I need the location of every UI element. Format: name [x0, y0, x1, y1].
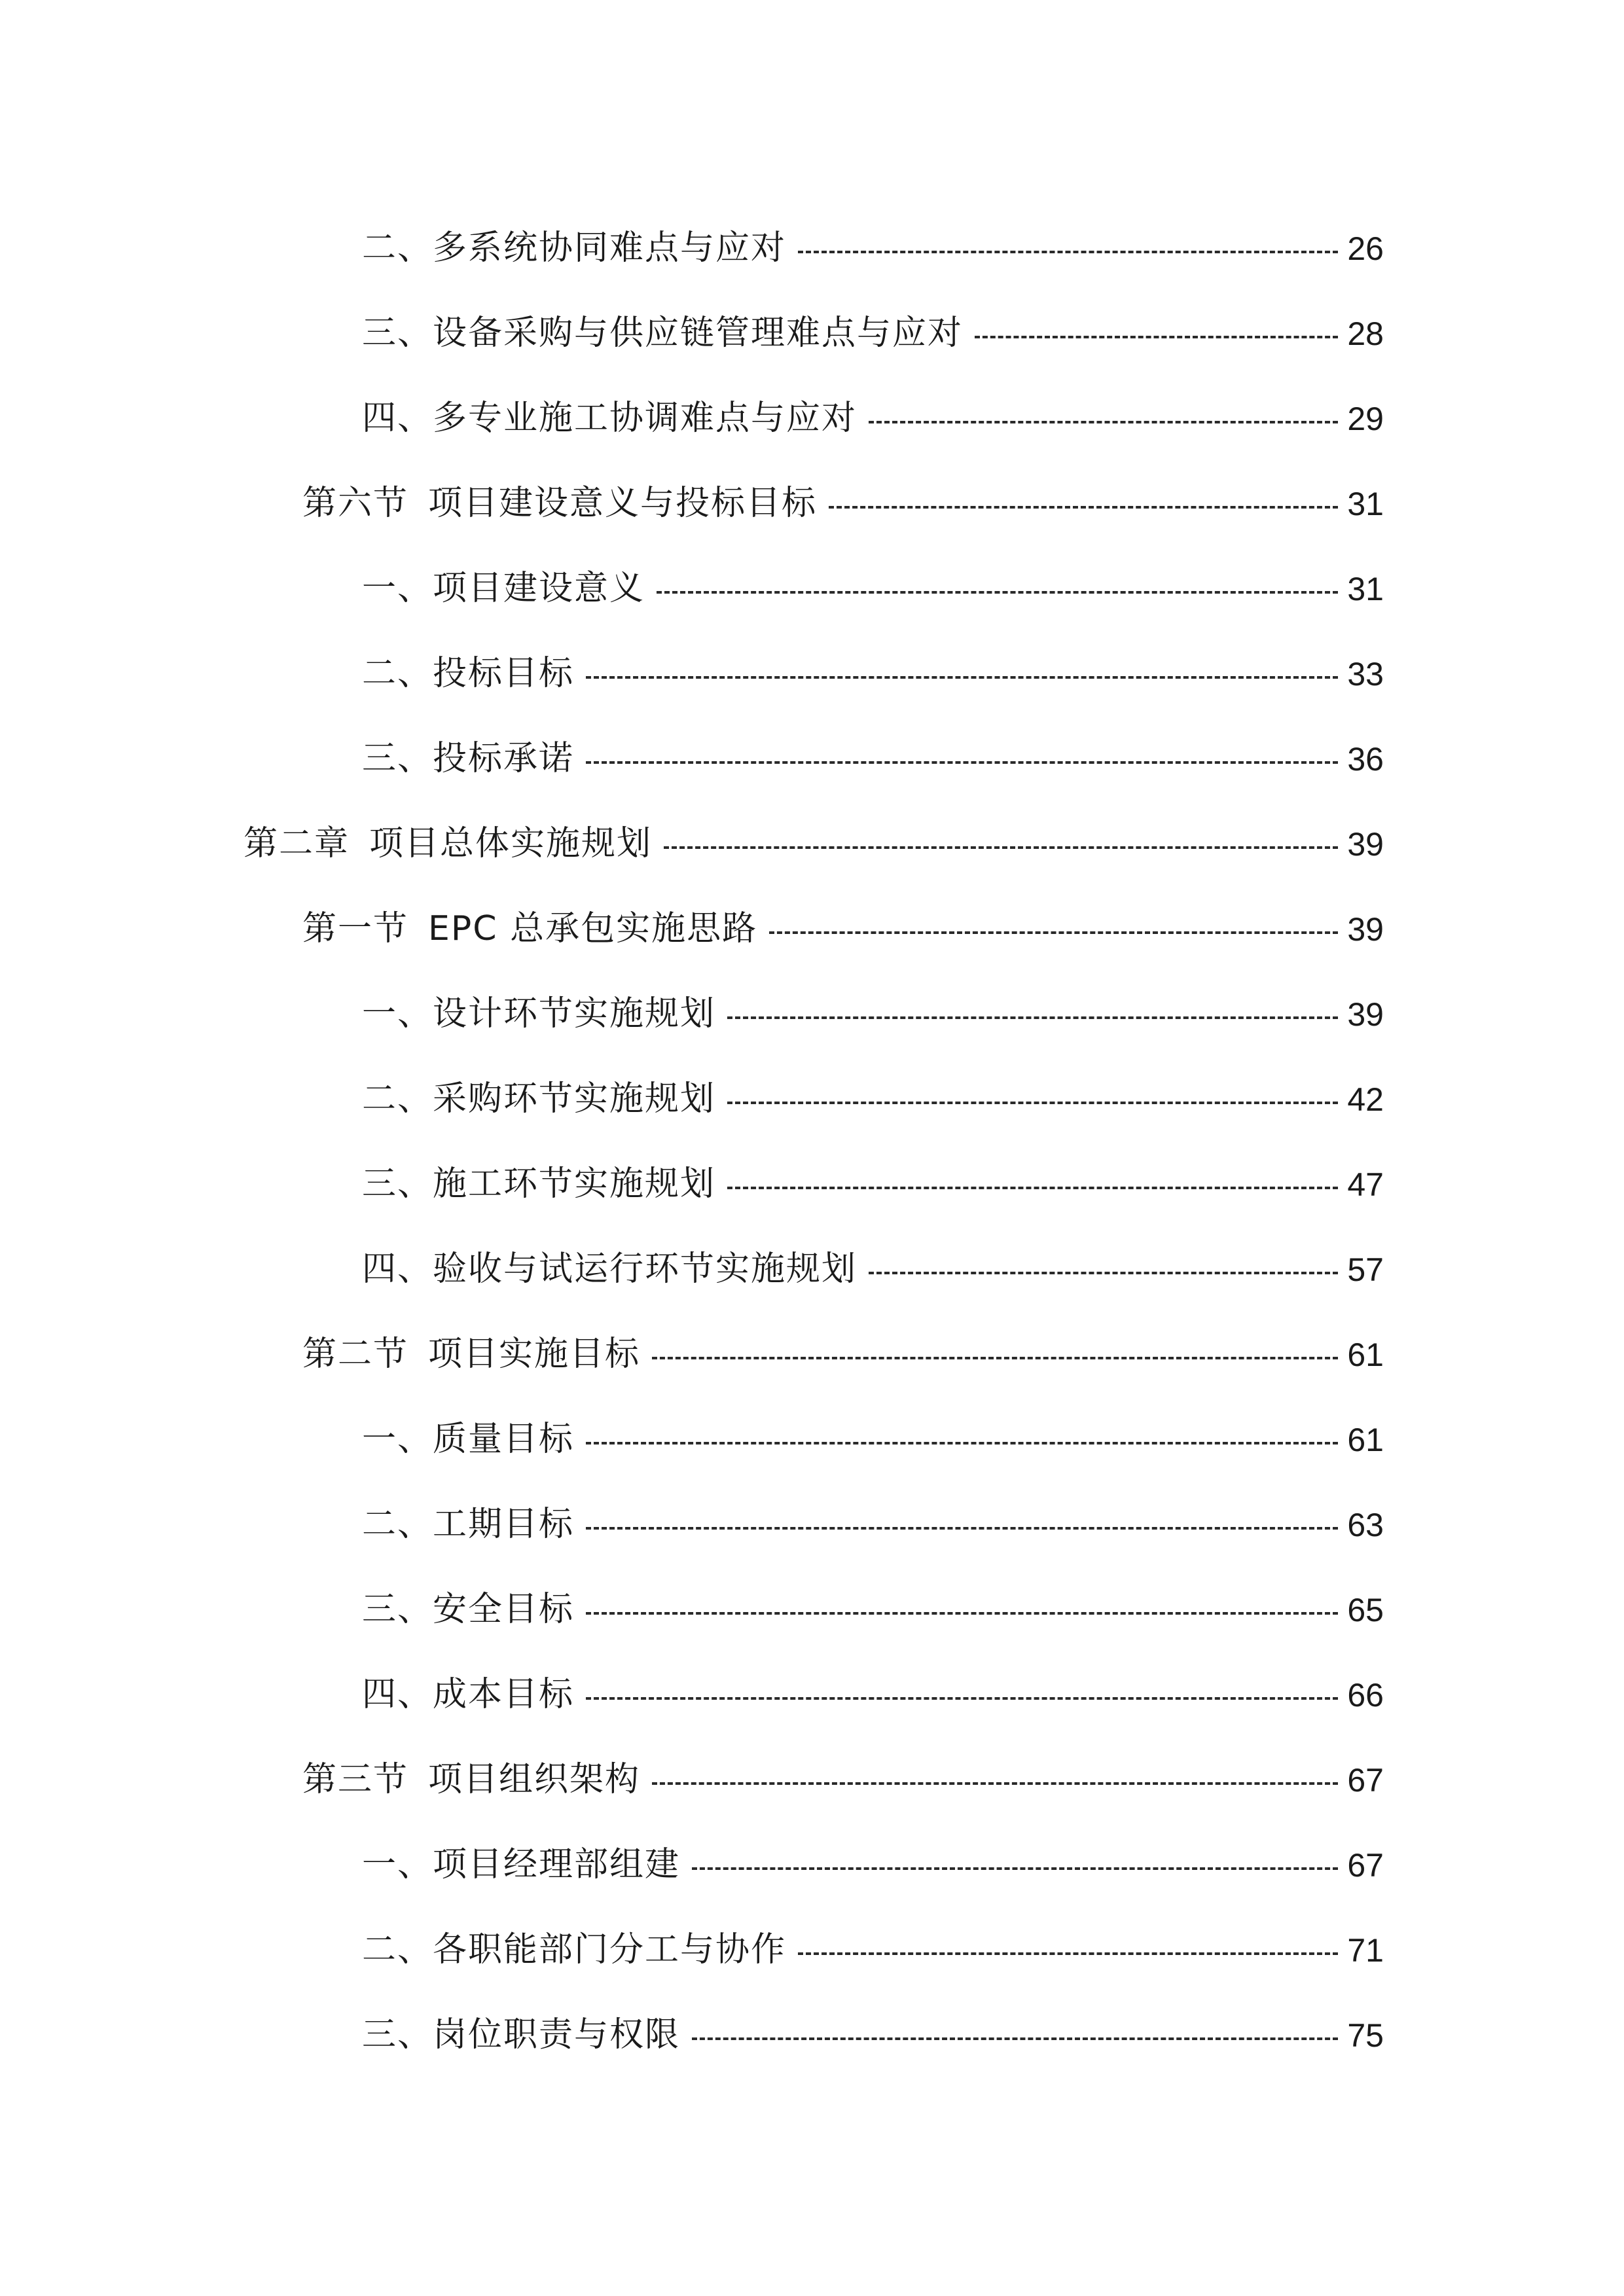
toc-entry-title: 二、采购环节实施规划	[362, 1079, 716, 1119]
toc-entry-title	[302, 1760, 641, 1799]
toc-entry-title: 三、投标承诺	[362, 739, 575, 778]
toc-section-label: 第一节	[302, 909, 409, 948]
toc-entry[interactable]	[244, 808, 1384, 861]
toc-dot-leader	[586, 1442, 1338, 1444]
toc-entry[interactable]	[362, 1829, 1384, 1882]
toc-page-number: 61	[1347, 1336, 1384, 1373]
toc-dot-leader	[652, 1357, 1338, 1359]
toc-page-number: 42	[1347, 1081, 1384, 1118]
toc-entry[interactable]	[362, 1404, 1384, 1459]
toc-page-number: 65	[1347, 1592, 1384, 1628]
toc-entry-title: 三、施工环节实施规划	[362, 1164, 716, 1204]
toc-entry-title: 二、各职能部门分工与协作	[362, 1930, 787, 1969]
toc-entry-title	[302, 909, 758, 948]
toc-page-number: 67	[1347, 1762, 1384, 1799]
toc-page-number: 28	[1347, 315, 1384, 352]
toc-section-label: 第三节	[302, 1760, 409, 1799]
toc-page-number: 66	[1347, 1677, 1384, 1713]
toc-dot-leader	[586, 1527, 1338, 1530]
toc-page-number: 47	[1347, 1166, 1384, 1203]
toc-entry-title: 一、项目建设意义	[362, 569, 645, 608]
toc-entry[interactable]	[362, 1064, 1384, 1119]
toc-entry[interactable]	[302, 468, 1384, 523]
toc-entry-title: 一、项目经理部组建	[362, 1845, 681, 1884]
toc-dot-leader	[829, 506, 1338, 509]
toc-page-number: 26	[1347, 230, 1384, 267]
toc-section-title: 项目组织架构	[428, 1760, 641, 1799]
toc-section-title: 项目建设意义与投标目标	[428, 484, 818, 523]
toc-page-number: 31	[1347, 486, 1384, 522]
toc-dot-leader	[586, 1697, 1338, 1700]
toc-page-number: 29	[1347, 401, 1384, 437]
toc-entry[interactable]	[362, 383, 1384, 438]
toc-dot-leader	[727, 1016, 1338, 1019]
toc-entry[interactable]	[362, 1574, 1384, 1629]
toc-entry[interactable]	[362, 978, 1384, 1031]
toc-page-number: 67	[1347, 1847, 1384, 1884]
toc-entry-title	[302, 484, 818, 523]
toc-section-title: EPC 总承包实施思路	[428, 909, 758, 948]
toc-dot-leader	[652, 1782, 1338, 1785]
toc-entry-title: 四、多专业施工协调难点与应对	[362, 399, 857, 438]
toc-section-label: 第二节	[302, 1335, 409, 1374]
toc-page-number: 33	[1347, 656, 1384, 692]
toc-entry[interactable]	[362, 638, 1384, 691]
toc-entry-title	[244, 824, 653, 863]
toc-page-number: 39	[1347, 996, 1384, 1033]
toc-entry[interactable]	[302, 893, 1384, 946]
toc-entry[interactable]	[302, 1744, 1384, 1797]
toc-dot-leader	[586, 761, 1338, 764]
toc-section-label: 第六节	[302, 484, 409, 523]
toc-entry[interactable]	[362, 213, 1384, 268]
toc-entry[interactable]	[362, 1659, 1384, 1712]
toc-dot-leader	[975, 336, 1338, 338]
toc-entry-title: 二、投标目标	[362, 654, 575, 693]
toc-dot-leader	[586, 676, 1338, 679]
toc-entry[interactable]	[362, 1149, 1384, 1204]
toc-page-number: 39	[1347, 826, 1384, 863]
toc-dot-leader	[664, 846, 1338, 849]
toc-entry-title: 三、安全目标	[362, 1590, 575, 1629]
toc-page-number: 61	[1347, 1422, 1384, 1458]
toc-page-number: 63	[1347, 1507, 1384, 1543]
toc-dot-leader	[798, 1952, 1338, 1955]
toc-entry-title: 三、设备采购与供应链管理难点与应对	[362, 314, 964, 353]
toc-page-number: 31	[1347, 571, 1384, 607]
toc-dot-leader	[769, 931, 1338, 934]
toc-chapter-label: 第二章	[244, 824, 350, 863]
toc-page-number: 71	[1347, 1932, 1384, 1969]
toc-dot-leader	[586, 1612, 1338, 1615]
toc-dot-leader	[692, 1867, 1338, 1870]
toc-page-number: 75	[1347, 2017, 1384, 2054]
toc-dot-leader	[727, 1187, 1338, 1189]
toc-dot-leader	[692, 2037, 1338, 2040]
toc-entry[interactable]	[362, 1914, 1384, 1967]
toc-entry[interactable]	[362, 723, 1384, 776]
toc-section-title: 项目实施目标	[428, 1335, 641, 1374]
toc-dot-leader	[798, 251, 1338, 253]
toc-entry[interactable]	[362, 1234, 1384, 1289]
toc-entry-title: 二、多系统协同难点与应对	[362, 228, 787, 268]
toc-entry-title: 三、岗位职责与权限	[362, 2015, 681, 2054]
toc-dot-leader	[727, 1102, 1338, 1104]
toc-entry[interactable]	[362, 1489, 1384, 1544]
toc-entry-title: 一、质量目标	[362, 1420, 575, 1459]
toc-entry-title: 二、工期目标	[362, 1505, 575, 1544]
toc-dot-leader	[869, 421, 1338, 423]
toc-dot-leader	[657, 591, 1338, 594]
toc-entry[interactable]	[362, 553, 1384, 608]
toc-entry-title: 四、成本目标	[362, 1675, 575, 1714]
toc-page-number: 39	[1347, 911, 1384, 948]
toc-entry-title: 一、设计环节实施规划	[362, 994, 716, 1033]
toc-page-number: 57	[1347, 1251, 1384, 1288]
toc-entry[interactable]	[362, 298, 1384, 353]
toc-entry-title	[302, 1335, 641, 1374]
toc-entry[interactable]	[362, 2000, 1384, 2052]
toc-page-number: 36	[1347, 741, 1384, 778]
toc-chapter-title: 项目总体实施规划	[369, 824, 653, 863]
toc-entry-title: 四、验收与试运行环节实施规划	[362, 1249, 857, 1289]
toc-entry[interactable]	[302, 1319, 1384, 1374]
toc-dot-leader	[869, 1272, 1338, 1274]
